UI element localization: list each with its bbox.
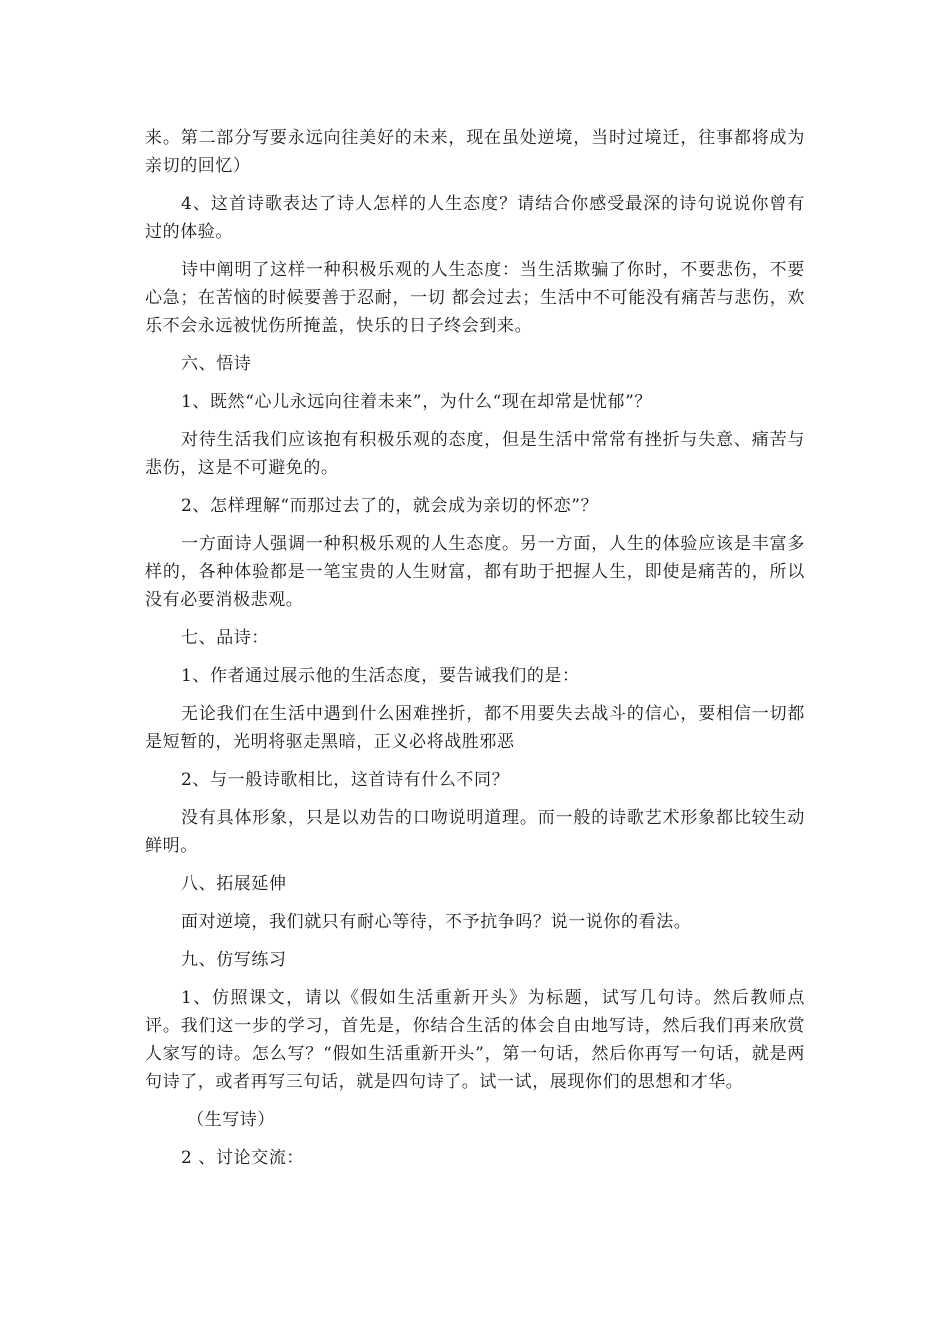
question-6-2: 2、怎样理解“而那过去了的，就会成为亲切的怀恋”？ (181, 496, 599, 516)
paragraph: 面对逆境，我们就只有耐心等待，不予抗争吗？说一说你的看法。 (181, 912, 692, 932)
section-heading-6: 六、悟诗 (181, 354, 252, 374)
paragraph: 来。第二部分写要永远向往美好的未来，现在虽处逆境，当时过境迁，往事都将成为亲切的回忆） (145, 128, 805, 176)
question-7-1: 1、作者通过展示他的生活态度，要告诫我们的是： (181, 666, 580, 686)
question-4: 4、这首诗歌表达了诗人怎样的人生态度？请结合你感受最深的诗句说说你曾有过的体验。 (145, 194, 805, 242)
question-7-2: 2、与一般诗歌相比，这首诗有什么不同？ (181, 770, 510, 790)
answer-paragraph: 一方面诗人强调一种积极乐观的人生态度。另一方面，人生的体验应该是丰富多样的，各种体验都是一笔宝贵的人生财富，都有助于把握人生，即使是痛苦的，所以没有必要消极悲观。 (145, 534, 805, 610)
question-6-1: 1、既然“心儿永远向往着未来”，为什么“现在却常是忧郁”？ (181, 392, 652, 412)
answer-paragraph: 无论我们在生活中遇到什么困难挫折，都不用要失去战斗的信心，要相信一切都是短暂的，光明将驱走黑暗，正义必将战胜邪恶 (145, 704, 805, 752)
answer-paragraph: 诗中阐明了这样一种积极乐观的人生态度：当生活欺骗了你时，不要悲伤，不要心急；在苦恼的时候要善于忍耐，一切 都会过去；生活中不可能没有痛苦与悲伤，欢乐不会永远被忧伤所掩盖，快乐的日子终会到来。 (145, 260, 805, 336)
answer-paragraph: 对待生活我们应该抱有积极乐观的态度，但是生活中常常有挫折与失意、痛苦与悲伤，这是不可避免的。 (145, 430, 805, 478)
section-heading-8: 八、拓展延伸 (181, 874, 287, 894)
exercise-9-1: 1、仿照课文，请以《假如生活重新开头》为标题，试写几句诗。然后教师点评。我们这一步的学习，首先是，你结合生活的体会自由地写诗，然后我们再来欣赏人家写的诗。怎么写？“假如生活重新开头”，第一句话，然后你再写一句话，就是两句诗了，或者再写三句话，就是四句诗了。试一试，展现你们的思想和才华。 (145, 988, 805, 1092)
answer-paragraph: 没有具体形象，只是以劝告的口吻说明道理。而一般的诗歌艺术形象都比较生动鲜明。 (145, 808, 805, 856)
stage-note: （生写诗） (187, 1110, 275, 1130)
section-heading-9: 九、仿写练习 (181, 950, 287, 970)
exercise-9-2: 2 、讨论交流： (181, 1148, 305, 1168)
section-heading-7: 七、品诗： (181, 628, 269, 648)
